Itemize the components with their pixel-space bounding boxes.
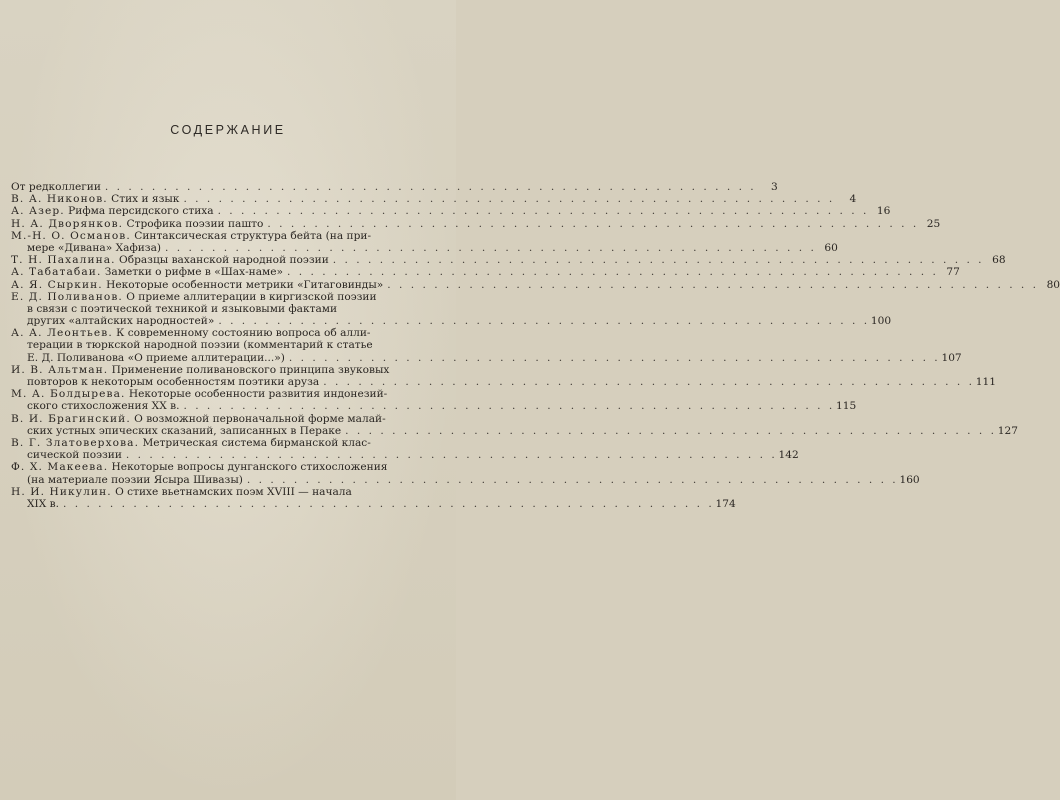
toc-entry-text [11,437,371,449]
toc-entry-text [11,327,371,339]
toc-page-number: 107 [941,351,962,364]
toc-entry-text [11,230,371,242]
toc-entry-text [27,303,337,315]
toc-entry-author: В. И. Брагинский. [11,412,131,425]
toc-entry-title: О приеме аллитерации в киргизской поэзии [122,290,377,303]
toc-entry-line [11,376,996,388]
toc-entry[interactable] [11,217,941,230]
toc-entry-text [11,181,101,193]
toc-page-number: 80 [1046,278,1060,291]
toc-entry[interactable] [11,327,962,364]
toc-entry-line [11,181,778,193]
toc-page-number: 142 [778,449,799,462]
toc-entry-title: Строфика поэзии пашто [123,217,264,230]
toc-entry[interactable] [11,193,857,206]
toc-entry-title: Рифма персидского стиха [64,205,214,218]
toc-entry-text [11,218,263,230]
toc-entry[interactable] [11,290,892,328]
table-of-contents [11,181,1060,510]
toc-entry-title: Некоторые особенности развития индонезий- [125,388,388,401]
toc-entry-line [11,291,441,303]
toc-page-number: 100 [870,315,892,328]
toc-leader-dots [183,193,832,205]
toc-entry-title: XIX в. [27,497,59,510]
toc-entry-line [11,193,857,206]
toc-entry-author: М. А. Болдырева. [11,388,126,401]
toc-entry-title: Е. Д. Поливанова «О приеме аллитерации...») [27,351,285,364]
toc-entry-author: Н. А. Дворянков. [11,217,124,230]
toc-leader-dots [287,266,936,278]
toc-entry-text [11,461,387,473]
toc-page-number: 4 [849,193,857,206]
toc-entry-author: В. А. Никонов. [11,193,108,206]
toc-leader-dots [387,279,1036,291]
toc-entry-line [11,241,838,254]
toc-entry-line [11,327,441,339]
toc-leader-dots [323,376,972,388]
toc-leader-dots [63,498,712,510]
toc-entry-line [11,254,1006,267]
toc-entry[interactable] [11,278,1060,291]
toc-entry[interactable] [11,461,920,486]
toc-entry-title: мере «Дивана» Хафиза) [27,241,162,254]
toc-leader-dots [345,425,994,437]
toc-entry[interactable] [11,363,996,388]
toc-entry[interactable] [11,254,1006,267]
toc-entry-line [11,486,441,498]
toc-entry-title: в связи с поэтической техникой и языковыми фактами [27,302,338,315]
toc-entry[interactable] [11,205,891,218]
toc-entry-text [11,364,389,376]
toc-entry-title: сической поэзии [27,449,122,462]
toc-entry[interactable] [11,266,960,279]
toc-entry-author: Т. Н. Пахалина. [11,254,116,267]
toc-entry-line [11,388,441,400]
toc-entry[interactable] [11,412,1018,437]
toc-entry-title: терации в тюркской народной поэзии (комментарий к статье [27,339,373,352]
toc-page-number: 68 [992,254,1006,267]
toc-entry-text [11,388,387,400]
toc-entry-title: Применение поливановского принципа звуковых [108,363,390,376]
toc-entry-line [11,449,799,462]
toc-entry-text [27,315,214,327]
toc-leader-dots [183,400,832,412]
toc-entry-line [11,400,857,413]
toc-page-number: 77 [946,266,960,279]
toc-entry-line [11,437,441,449]
toc-entry[interactable] [11,229,838,254]
toc-entry-line [11,266,960,279]
toc-entry-text [11,266,283,278]
toc-leader-dots [333,254,982,266]
toc-entry-text [11,193,179,205]
toc-entry-title: О стихе вьетнамских поэм XVIII — начала [111,485,352,498]
toc-page-number: 25 [926,217,941,230]
toc-page-number: 174 [715,497,736,510]
toc-entry-text [11,205,214,217]
toc-entry-title: ских устных эпических сказаний, записанных в Пераке [27,424,342,437]
toc-entry-author: И. В. Альтман. [11,363,109,376]
toc-entry-text [27,352,285,364]
toc-entry-text [27,339,373,351]
toc-entry-line [11,497,736,510]
toc-entry-text [27,449,122,461]
toc-entry-line [11,351,962,364]
toc-leader-dots [247,474,896,486]
toc-entry-title: Стих и язык [107,193,180,206]
toc-entry-author: А. А. Леонтьев. [11,327,113,340]
toc-entry-text [27,376,319,388]
toc-page-number: 160 [899,473,920,486]
toc-entry-title: ского стихосложения XX в. [27,400,180,413]
toc-leader-dots [218,205,867,217]
toc-entry-title: (на материале поэзии Ясыра Шивазы) [27,473,243,486]
toc-entry-text [27,242,161,254]
toc-entry-text [11,486,352,498]
toc-leader-dots [126,449,775,461]
toc-entry-author: Е. Д. Поливанов. [11,290,123,303]
toc-entry-line [11,230,441,242]
toc-entry-line [11,315,892,328]
toc-entry-author: М.-Н. О. Османов. [11,229,131,242]
toc-entry-text [27,425,341,437]
toc-entry-author: Ф. Х. Макеева. [11,461,109,474]
toc-entry-title: О возможной первоначальной форме малай- [130,412,386,425]
toc-entry-author: А. Табатабаи. [11,266,102,279]
toc-entry-text [27,474,243,486]
toc-leader-dots [218,315,867,327]
toc-entry-line [11,217,941,230]
toc-entry-title: Синтаксическая структура бейта (на при- [130,229,372,242]
toc-leader-dots [267,218,916,230]
toc-entry[interactable] [11,181,778,193]
toc-entry-title: Образцы ваханской народной поэзии [115,254,329,267]
toc-entry-author: В. Г. Златоверхова. [11,436,140,449]
toc-leader-dots [289,352,938,364]
toc-entry-text [11,413,386,425]
toc-page-number: 111 [975,376,996,388]
toc-entry-author: А. Я. Сыркин. [11,278,103,291]
toc-entry-title: Некоторые вопросы дунганского стихосложения [108,461,388,474]
toc-leader-dots [105,181,754,193]
toc-entry[interactable] [11,436,799,462]
toc-entry-line [11,473,920,486]
toc-entry-title: Заметки о рифме в «Шах-наме» [101,266,284,279]
toc-entry-title: К современному состоянию вопроса об алли- [112,327,371,340]
toc-entry-line [11,339,441,351]
toc-entry-line [11,303,441,315]
toc-page-number: 127 [997,424,1018,437]
toc-entry-title: других «алтайских народностей» [27,315,215,328]
toc-entry-title: От редколлегии [11,181,101,193]
toc-entry-title: Некоторые особенности метрики «Гитаговинды» [102,278,384,291]
toc-page-number: 16 [876,205,891,218]
toc-leader-dots [165,242,814,254]
toc-entry-title: повторов к некоторым особенностям поэтики аруза [27,376,320,388]
toc-entry-text [11,254,329,266]
toc-entry-text [27,498,59,510]
toc-entry-author: А. Азер. [11,205,65,218]
toc-entry-line [11,364,441,376]
toc-entry-text [11,279,383,291]
toc-entry-text [27,400,179,412]
toc-entry[interactable] [11,388,857,413]
toc-entry-line [11,413,441,425]
toc-entry-line [11,424,1018,437]
toc-entry-author: Н. И. Никулин. [11,485,112,498]
toc-page-number: 115 [836,400,857,413]
toc-entry-line [11,205,891,218]
toc-entry-line [11,278,1060,291]
toc-entry-text [11,291,377,303]
page-title: СОДЕРЖАНИЕ [170,123,286,137]
toc-page-number: 3 [770,181,778,193]
toc-entry-title: Метрическая система бирманской клас- [139,436,371,449]
toc-page-number: 60 [824,241,838,254]
toc-entry[interactable] [11,485,736,510]
toc-entry-line [11,461,441,473]
